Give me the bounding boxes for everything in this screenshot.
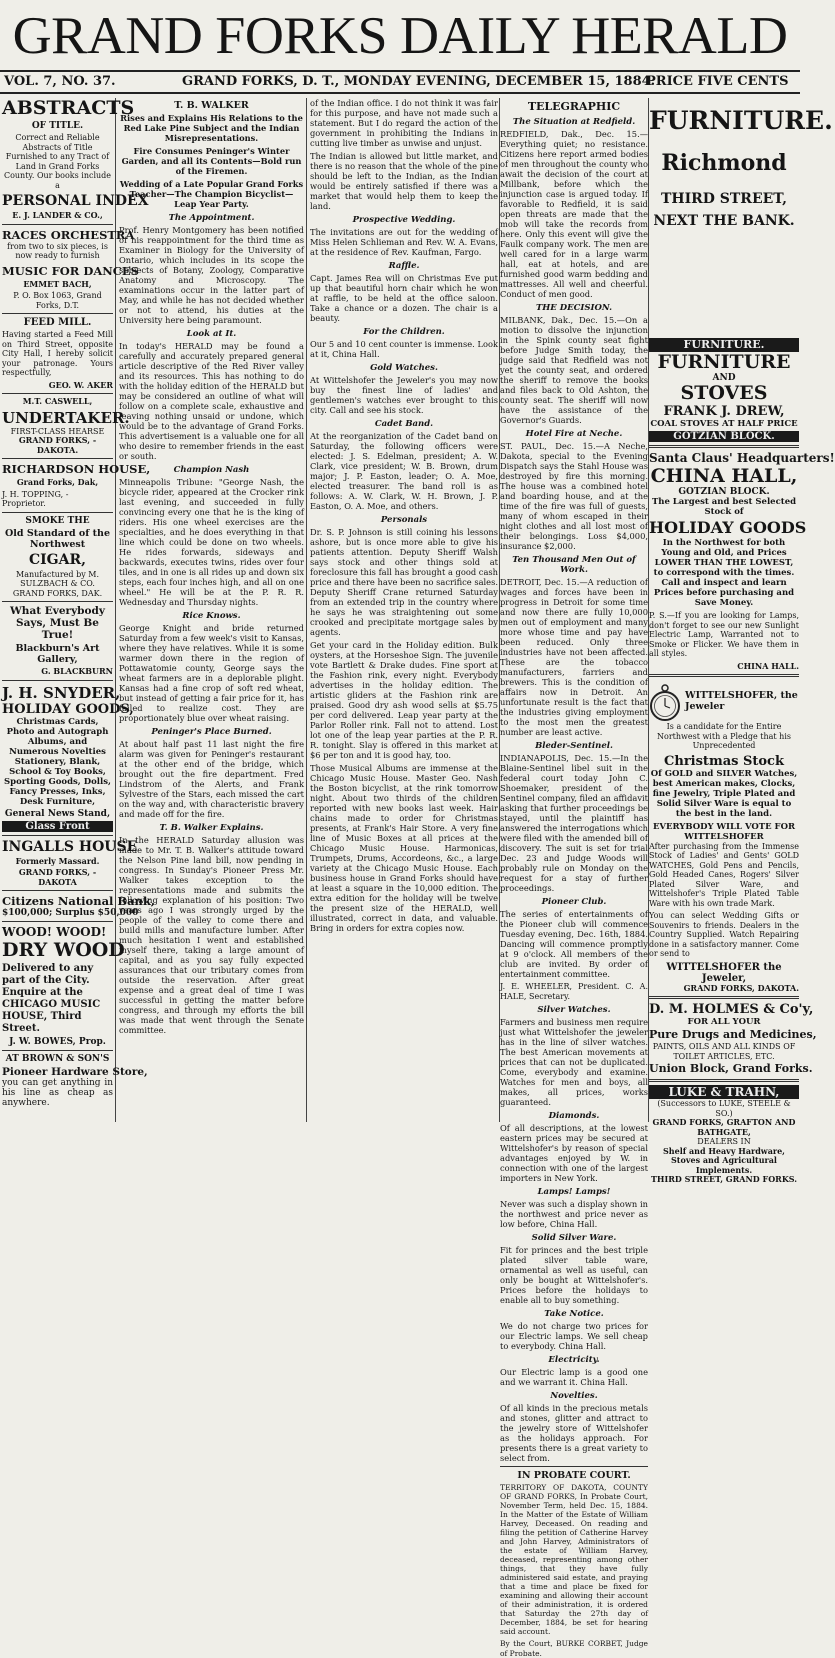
divider <box>2 601 113 602</box>
richardson-heading: RICHARDSON HOUSE, <box>2 462 151 476</box>
article-novelties: Of all kinds in the precious metals and stones, glitter and attract to the jewelry store of Wittelshofer as the holidays approach. For presents there is a great variety to select from. <box>500 1403 648 1463</box>
luke-goods: Shelf and Heavy Hardware, Stoves and Agricultural Implements. <box>663 1145 785 1175</box>
music-heading: MUSIC FOR DANCES <box>2 263 139 278</box>
feed-mill-body: Having started a Feed Mill on Third Street, opposite City Hall, I hereby solicit your patronage. Yours respectfully, <box>2 330 113 377</box>
richmond-next-bank: NEXT THE BANK. <box>653 213 795 229</box>
subhead-decision: THE DECISION. <box>535 303 613 313</box>
divider <box>2 890 113 891</box>
divider <box>2 458 113 459</box>
holiday-goods-heading: HOLIDAY GOODS, <box>2 701 134 717</box>
article-peninger: At about half past 11 last night the fire alarm was given for Peninger's restaurant at the other end of the bridge, which brought out the fire department. Fred Lindstrom of the Alerts, and Frank Sylvestre of the Stars, each missed the cart on the way and, with characteristic bravery and made off for the fire. <box>119 739 304 819</box>
abstracts-body: Correct and Reliable Abstracts of Title Furnished to any Tract of Land in Grand Forks County. Our books include a <box>3 133 112 190</box>
article-personals: Dr. S. P. Johnson is still coining his lessons ashore, but is once more able to give his patients attention. Deputy Sheriff Walsh says stock and other things sold at foreclosure this fall has brought a good cash price and there have been no sacrifice sales. Deputy Sheriff Crane returned Saturday from an extended trip in the country where he says he was straightening out some crooked and precipitate mortgage sales by agents. <box>310 527 498 637</box>
coal-stoves: COAL STOVES AT HALF PRICE <box>650 419 798 429</box>
drew-and: AND <box>712 373 736 383</box>
union-block-heading: Union Block, Grand Forks. <box>649 1062 813 1075</box>
telegraphic-heading: TELEGRAPHIC <box>527 100 621 113</box>
masthead-rule-bottom <box>0 92 800 94</box>
article-rice: George Knight and bride returned Saturday from a few week's visit to Kansas, where they have relatives. While it is some warmer down there in the region of Pottawatomie county, George says the wheat farmers are in a deplorable plight. Kansas had a fine crop of soft red wheat, but instead of getting a fair price for it, has failed to realize cost. They are proportionately blue over wheat raising. <box>119 623 304 723</box>
subhead-electricity: Electricity. <box>548 1355 600 1365</box>
china-hall-location: GOTZIAN BLOCK. <box>678 487 770 497</box>
telegraphic-column <box>500 98 648 1658</box>
china-hall-body: In the Northwest for both Young and Old, and Prices LOWER THAN THE LOWEST, to correspond with the times. Call and inspect and learn Prices before purchasing and Save Money. <box>653 538 795 608</box>
undertaker-heading: UNDERTAKER. <box>2 408 130 427</box>
subhead-take-notice: Take Notice. <box>544 1309 604 1319</box>
ads-column-right <box>648 338 835 1184</box>
article-silver-watches: Farmers and business men require just what Wittelshofer the jeweler has in the line of silver watches. The best American movements at prices that can not be duplicated. Come, everybody and examine. Watches for men and boys, all makes, all prices, works guaranteed. <box>500 1017 648 1107</box>
price: PRICE FIVE CENTS <box>646 74 789 89</box>
article-take-notice: We do not charge two prices for our Electric lamps. We sell cheap to everybody. China Hall. <box>500 1321 648 1351</box>
column-rule <box>115 98 116 1122</box>
subhead-walker-explains: T. B. Walker Explains. <box>159 823 264 833</box>
richmond-furniture-title: FURNITURE. <box>649 106 833 135</box>
subhead-children: For the Children. <box>363 327 445 337</box>
column-4 <box>500 98 835 1658</box>
wedding-gifts-body: You can select Wedding Gifts or Souvenirs to friends. Dealers in the Country Supplied. Watch Repairing done in a satisfactory manner. Come or send to <box>649 911 799 958</box>
hearse-line: FIRST-CLASS HEARSE <box>10 426 105 436</box>
personal-index-heading: PERSONAL INDEX <box>2 193 149 209</box>
divider <box>2 835 113 836</box>
wittelshofer-bottom-name: WITTELSHOFER the Jeweler, <box>666 961 782 984</box>
largest-stock: The Largest and best Selected Stock of <box>651 497 797 517</box>
pocket-watch-icon <box>649 680 681 722</box>
article-walker-cont: of the Indian office. I do not think it was fair for this purpose, and have not made such a statement. But I do regard the action of the government in prohibiting the Indians in cutting live timber as unwise and unjust. <box>310 98 498 148</box>
holiday-items: Christmas Cards, Photo and Autograph Albums, and Numerous Novelties <box>6 716 109 757</box>
wittelshofer-city: GRAND FORKS, DAKOTA. <box>683 982 799 993</box>
article-decision: MILBANK, Dak., Dec. 15.—On a motion to dissolve the injunction in the Spink county seat fight before Judge Smith today, the judge said that Redfield was not yet the county seat, and ordered the sheriff to remove the books and files back to Old Ashton, the county seat. The sheriff will now have the assistance of the Governor's Guards. <box>500 315 648 425</box>
article-walker-cont-2: The Indian is allowed but little market, and there is no reason that the whole of the pine should be left to the Indian, as the Indian would be entirely satisfied if there was a market that would help them to keep the land. <box>310 151 498 211</box>
divider <box>2 393 113 394</box>
orchestra-heading: RACES ORCHESTRA <box>2 227 135 242</box>
subhead-look: Look at It. <box>186 329 237 339</box>
luke-locations: GRAND FORKS, GRAFTON AND BATHGATE, <box>652 1117 796 1137</box>
cigar-maker: Manufactured by M. SULZBACH & CO. <box>16 569 99 588</box>
divider <box>2 921 113 922</box>
headline-walker: T. B. WALKER <box>174 100 249 111</box>
article-nash: Minneapolis Tribune: "George Nash, the bicycle rider, appeared at the Crocker rink last evening, and succeeded in fully convincing every one that he is the king of riders. His one wheel exercises are the specialties, and he does everything in that line which could be done on two wheels. He rides forwards, sideways and backwards, executes twins, rides over four tiles, and in one is all rides up and down six steps, each four inches high, and all on one wheel." He will be at the P. R. R. Wednesday and Thursday nights. <box>119 477 304 607</box>
subhead-lamps: Lamps! Lamps! <box>537 1187 611 1197</box>
column-2-news <box>119 98 304 1122</box>
local-briefs-2: Those Musical Albums are immense at the Chicago Music House. Master Geo. Nash the Boston bicyclist, at the rink tomorrow night. About two thirds of the children reported with new books last week. Hair chains made to order for Christmas presents, at Frank's Hair Store. A very fine line of Music Boxes at all prices at the Chicago Music House. Harmonicas, Trumpets, Drums, Accordeons, &c., a large variety at the Chicago Music House. Each business house in Grand Forks should have at least a square in the 10,000 edition. The extra edition for the holiday will be twelve the present size of the HERALD, well illustrated, correct in data, and valuable. Bring in orders for extra copies now. <box>310 763 498 933</box>
divider <box>2 224 113 225</box>
article-electricity: Our Electric lamp is a good one and we warrant it. China Hall. <box>500 1367 648 1387</box>
column-3-news <box>310 98 498 1122</box>
richmond-furniture-ad <box>648 98 833 338</box>
article-wedding: The invitations are out for the wedding of Miss Helen Schlieman and Rev. W. A. Evans, at the residence of Rev. Kaufman, Fargo. <box>310 227 498 257</box>
article-cadet-band: At the reorganization of the Cadet band on Saturday, the following officers were elected: J. S. Edelman, president; A. W. Clark, vice president; W. B. Brown, drum major; J. P. Easton, leader; O. A. Moe, elected treasurer. The band roll is as follows: A. W. Clark, W. H. Brown, J. P. Easton, O. A. Moe, and others. <box>310 431 498 511</box>
masthead-rule-top <box>0 70 800 72</box>
santa-claus-heading: Santa Claus' Headquarters! <box>649 451 835 465</box>
blackburn-signature: G. BLACKBURN <box>41 666 113 676</box>
bank-capital: $100,000; Surplus $50,000 <box>2 908 139 918</box>
subhead-appointment: The Appointment. <box>168 213 255 223</box>
subhead-rice: Rice Knows. <box>182 611 241 621</box>
article-children: Our 5 and 10 cent counter is immense. Look at it, China Hall. <box>310 339 498 359</box>
holmes-for-all: FOR ALL YOUR <box>687 1017 761 1027</box>
cigar-city: GRAND FORKS, DAK. <box>12 588 103 598</box>
subhead-pioneer-club: Pioneer Club. <box>541 897 607 907</box>
orchestra-body: from two to six pieces, is now ready to furnish <box>7 241 108 260</box>
subhead-silver-watches: Silver Watches. <box>537 1005 611 1015</box>
smoke-line: SMOKE THE <box>25 515 90 526</box>
after-purchasing-body: After purchasing from the Immense Stock of Ladies' and Gents' GOLD WATCHES, Gold Pens and Pencils, Gold Headed Canes, Rogers' Silver Plated Silver Ware, and Wittelshofer's Triple Plated Table Ware with his own trade Mark. <box>649 841 799 908</box>
divider <box>500 1466 648 1467</box>
abstracts-heading: ABSTRACTS <box>2 97 135 119</box>
divider <box>2 313 113 314</box>
subhead-redfield: The Situation at Redfield. <box>512 117 636 127</box>
subhead-detroit: Ten Thousand Men Out of Work. <box>512 555 636 575</box>
subhead-blaine: Bleder-Sentinel. <box>535 741 613 751</box>
cigar-standard: Old Standard of the Northwest <box>5 527 110 550</box>
divider <box>649 996 799 999</box>
feed-mill-heading: FEED MILL. <box>23 317 92 328</box>
music-by: EMMET BACH, <box>23 278 92 289</box>
divider <box>649 674 799 677</box>
glass-front-banner: Glass Front <box>2 821 113 832</box>
undertaker-city: GRAND FORKS, - DAKOTA. <box>18 435 97 455</box>
wittelshofer-candidate: Is a candidate for the Entire Northwest with a Pledge that his Unprecedented <box>657 722 791 750</box>
citizens-bank-heading: Citizens National Bank, <box>2 894 155 908</box>
divider <box>649 1079 799 1082</box>
cigar-heading: CIGAR, <box>28 551 87 568</box>
everybody-vote-heading: EVERYBODY WILL VOTE FOR WITTELSHOFER <box>652 821 796 842</box>
luke-address: THIRD STREET, GRAND FORKS. <box>650 1174 798 1184</box>
brown-heading: AT BROWN & SON'S <box>5 1054 110 1064</box>
drew-stoves: STOVES <box>680 382 768 404</box>
feed-mill-signature: GEO. W. AKER <box>48 379 113 390</box>
luke-dealers: DEALERS IN <box>697 1137 751 1146</box>
subhead-watches: Gold Watches. <box>370 363 438 373</box>
divider <box>2 1050 113 1051</box>
holiday-goods-heading: HOLIDAY GOODS <box>649 518 807 537</box>
ingalls-sub: Formerly Massard. <box>15 855 100 866</box>
subhead-nash: Champion Nash <box>173 465 250 475</box>
ingalls-heading: INGALLS HOUSE <box>2 838 138 855</box>
snyder-heading: J. H. SNYDER, <box>2 683 121 702</box>
probate-signature: By the Court, BURKE CORBET, Judge of Probate. <box>500 1639 648 1658</box>
china-hall-signature: CHINA HALL. <box>737 660 799 671</box>
article-diamonds: Of all descriptions, at the lowest eastern prices may be secured at Wittelshofer's by reason of special advantages enjoyed by W. in connection with one of the largest importers in New York. <box>500 1123 648 1183</box>
article-raffle: Capt. James Rea will on Christmas Eve put up that beautiful horn chair which he won at raffle, to be held at the office saloon. Take a chance or a dozen. The chair is a beauty. <box>310 273 498 323</box>
article-silver-ware: Fit for princes and the best triple plated silver table ware, ornamental as well as useful, can only be bought at Wittelshofer's. Prices before the holidays to enable all to buy something. <box>500 1245 648 1305</box>
richardson-city: Grand Forks, Dak, <box>16 477 99 487</box>
subhead-personals: Personals <box>380 515 428 525</box>
richmond-name: Richmond <box>661 150 787 176</box>
divider <box>2 512 113 513</box>
furniture-banner: FURNITURE. <box>649 338 799 352</box>
wittelshofer-header <box>649 680 799 722</box>
gold-silver-body: Of GOLD and SILVER Watches, best American makes, Clocks, fine Jewelry, Triple Plated and Solid Silver Ware is equal to the best in the land. <box>650 768 798 819</box>
divider <box>2 680 113 681</box>
luke-successors: (Successors to LUKE, STEELE & SO.) <box>657 1099 791 1118</box>
china-hall-heading: CHINA HALL, <box>650 465 798 487</box>
probate-heading: IN PROBATE COURT. <box>517 1470 631 1481</box>
subhead-neche: Hotel Fire at Neche. <box>525 429 623 439</box>
article-detroit: DETROIT, Dec. 15.—A reduction of wages and forces have been in progress in Detroit for some time and now there are fully 10,000 men out of employment and many more whose time and pay have been reduced. Only three industries have not been affected. These are the tobacco manufacturers, farriers and brewers. This is the condition of affairs now in Detroit. An unfortunate result is the fact that the industries giving employment to the most men the greatest number are least active. <box>500 577 648 737</box>
dateline: GRAND FORKS, D. T., MONDAY EVENING, DECEMBER 15, 1884. <box>182 74 656 89</box>
gotzian-block-banner: GOTZIAN BLOCK. <box>649 431 799 442</box>
article-walker-explains: In the HERALD Saturday allusion was made to Mr. T. B. Walker's attitude toward the Nelson Pine land bill, now pending in congress. In Sunday's Pioneer Press Mr. Walker takes exception to the representations made and submits the following explanation of his position: Two years ago I was strongly urged by the people of the valley to come there and build mills and manufacture lumber. After much hesitation I went and established myself there, taking a large amount of capital, and as you say fully expected assurances that our tributary comes from outside the reservation. After great expense and a great deal of time I was successful in getting the matter before congress, and through my efforts the bill was made that went through the Senate committee. <box>119 835 304 1035</box>
pioneer-club-signature: J. E. WHEELER, President. C. A. HALE, Secretary. <box>500 982 648 1001</box>
deck-wedding: Wedding of a Late Popular Grand Forks Teacher—The Champion Bicyclist—Leap Year Party. <box>119 179 304 209</box>
local-briefs: Get your card in the Holiday edition. Bulk oysters, at the Horseshoe Sign. The juvenile vote Bartlett & Drake dudes. Fine sport at the Fashion rink, every night. Everybody advertises in the holiday edition. The artistic gliders at the Fashion rink are praised. Good dry ash wood sells at $5.75 per cord delivered. Leap year party at the Parlor Roller rink. Fall not to attend. Lost lot one of the leap year parties at the P. R. R. tonight. Slay is offered in this market at $6 per ton and it is good hay, too. <box>310 640 498 760</box>
article-look: In today's HERALD may be found a carefully and accurately prepared general article descriptive of the Red River valley and its resources. This has nothing to do with the holiday edition of the HERALD but may be considered an outline of what will follow on a complete scale, exhaustive and leaving nothing unsaid or undone, which would be to the advantage of Grand Forks. This advertisement is a valuable one for all who desire to remember friends in the east or south. <box>119 341 304 461</box>
article-blaine: INDIANAPOLIS, Dec. 15.—In the Blaine-Sentinel libel suit in the federal court today John C. Shoemaker, president of the Sentinel company, filed an affidavit asking that further proceedings be stayed, until the plaintiff has answered the interrogations which were filed with the amended bill of discovery. The suit is set for trial Dec. 23 and Judge Woods will probably rule on Monday on the request for a stay of further proceedings. <box>500 753 648 893</box>
christmas-stock-heading: Christmas Stock <box>664 753 784 769</box>
subhead-diamonds: Diamonds. <box>548 1111 600 1121</box>
music-address: P. O. Box 1063, Grand Forks, D.T. <box>13 291 102 310</box>
masthead <box>0 0 800 94</box>
article-redfield: REDFIELD, Dak., Dec. 15.—Everything quiet; no resistance. Citizens here report armed bodies of men throughout the county who await the decision of the court at Millbank, before which the injunction case is argued today. If favorable to Redfield, it is said open threats are made that the mob will take the records from here. Only this event will give the Faulk company work. The men are well cared for in a large warm hall, eat at hotels, and are furnished good warm bedding and mattresses. All well and cheerful. Conduct of men good. <box>500 129 648 299</box>
everybody-says-heading: What Everybody Says, Must Be True! <box>10 605 105 641</box>
subhead-silver-ware: Solid Silver Ware. <box>531 1233 617 1243</box>
subhead-cadet-band: Cadet Band. <box>374 419 434 429</box>
subhead-wedding: Prospective Wedding. <box>352 215 456 225</box>
column-1-ads <box>2 97 155 1122</box>
wood-proprietor: J. W. BOWES, Prop. <box>9 1037 106 1047</box>
personal-index-by: E. J. LANDER & CO., <box>12 210 103 220</box>
wood-delivered: Delivered to any part of the City. Enquire at the CHICAGO MUSIC HOUSE, Third Street. <box>2 963 101 1034</box>
subhead-peninger: Peninger's Place Burned. <box>151 727 272 737</box>
luke-trahn-heading: LUKE & TRAHN, <box>649 1085 799 1099</box>
richardson-proprietor: J. H. TOPPING, - Proprietor. <box>2 489 69 508</box>
drew-name: FRANK J. DREW, <box>663 404 785 419</box>
brown-body: you can get anything in his line as cheap as anywhere. <box>2 1078 113 1108</box>
wittelshofer-title: WITTELSHOFER, the Jeweler <box>685 690 798 712</box>
article-appointment: Prof. Henry Montgomery has been notified of his reappointment for the third time as Examiner in Biology for the University of Ontario, which includes in its scope the subjects of Botany, Zoology, Comparative Anatomy and Microscopy. The examinations occur in the latter part of May, and while he has not decided whether or not to attend, his duties at the University here being paramount. <box>119 225 304 325</box>
caswell-name: M.T. CASWELL, <box>22 396 93 406</box>
pioneer-hardware: Pioneer Hardware Store, <box>2 1066 148 1078</box>
article-watches: At Wittelshofer the Jeweler's you may now buy the finest line of ladies' and gentlemen's watches ever brought to this city. Call and see his stock. <box>310 375 498 415</box>
paints-line: PAINTS, OILS AND ALL KINDS OF TOILET ARTICLES, ETC. <box>652 1042 796 1061</box>
subhead-raffle: Raffle. <box>388 261 420 271</box>
holmes-heading: D. M. HOLMES & Co'y, <box>649 1002 814 1017</box>
blackburn-gallery: Blackburn's Art Gallery, <box>15 643 100 665</box>
subhead-novelties: Novelties. <box>550 1391 598 1401</box>
abstracts-subheading: OF TITLE. <box>31 121 84 131</box>
volume-number: VOL. 7, NO. 37. <box>4 74 116 89</box>
stationery-list: Stationery, Blank, School & Toy Books, Sporting Goods, Dolls, Fancy Presses, Inks, Desk Furniture, <box>4 756 111 807</box>
deck-fire: Fire Consumes Peninger's Winter Garden, and all its Contents—Bold run of the Firemen. <box>121 146 302 176</box>
dry-wood-heading: DRY WOOD <box>2 939 125 961</box>
probate-body: TERRITORY OF DAKOTA, COUNTY OF GRAND FORKS, In Probate Court, November Term, held Dec. 15, 1884. In the Matter of the Estate of William Harvey, Deceased. On reading and filing the petition of Catherine Harvey and John Harvey, Administrators of the estate of William Harvey, deceased, representing among other things, that they have fully administered said estate, and praying that a time and place be fixed for examining and allowing their account of their administration, it is ordered that Saturday the 27th day of December, 1884, be set for hearing said account. <box>500 1483 648 1636</box>
article-lamps: Never was such a display shown in the northwest and price never as low before, China Hall. <box>500 1199 648 1229</box>
ingalls-city: GRAND FORKS, - DAKOTA <box>18 867 97 887</box>
deck-walker: Rises and Explains His Relations to the Red Lake Pine Subject and the Indian Misrepresentations. <box>120 113 303 143</box>
richmond-street: THIRD STREET, <box>660 191 788 207</box>
newspaper-title: GRAND FORKS DAILY HERALD <box>12 7 788 65</box>
news-stand: General News Stand, <box>4 808 111 819</box>
pure-drugs-heading: Pure Drugs and Medicines, <box>649 1028 817 1041</box>
wood-heading: WOOD! WOOD! <box>2 925 107 939</box>
drew-furniture: FURNITURE <box>657 351 791 373</box>
article-neche: ST. PAUL, Dec. 15.—A Neche, Dakota, special to the Evening Dispatch says the Stahl House was destroyed by fire this morning. The house was a combined hotel and boarding house, and at the time of the fire was full of guests, many of whom escaped in their night clothes and all lost most of their belongings. Loss $4,000, insurance $2,000. <box>500 441 648 551</box>
article-pioneer-club: The series of entertainments of the Pioneer club will commence Tuesday evening, Dec. 16th, 1884. Dancing will commence promptly at 9 o'clock. All members of the club are invited. By order of entertainment committee. <box>500 909 648 979</box>
china-hall-ps: P. S.—If you are looking for Lamps, don't forget to see our new Sunlight Electric Lamp, Warranted not to Smoke or Flicker. We have them in all styles. <box>649 611 799 658</box>
column-rule <box>306 98 307 1122</box>
divider <box>649 445 799 448</box>
